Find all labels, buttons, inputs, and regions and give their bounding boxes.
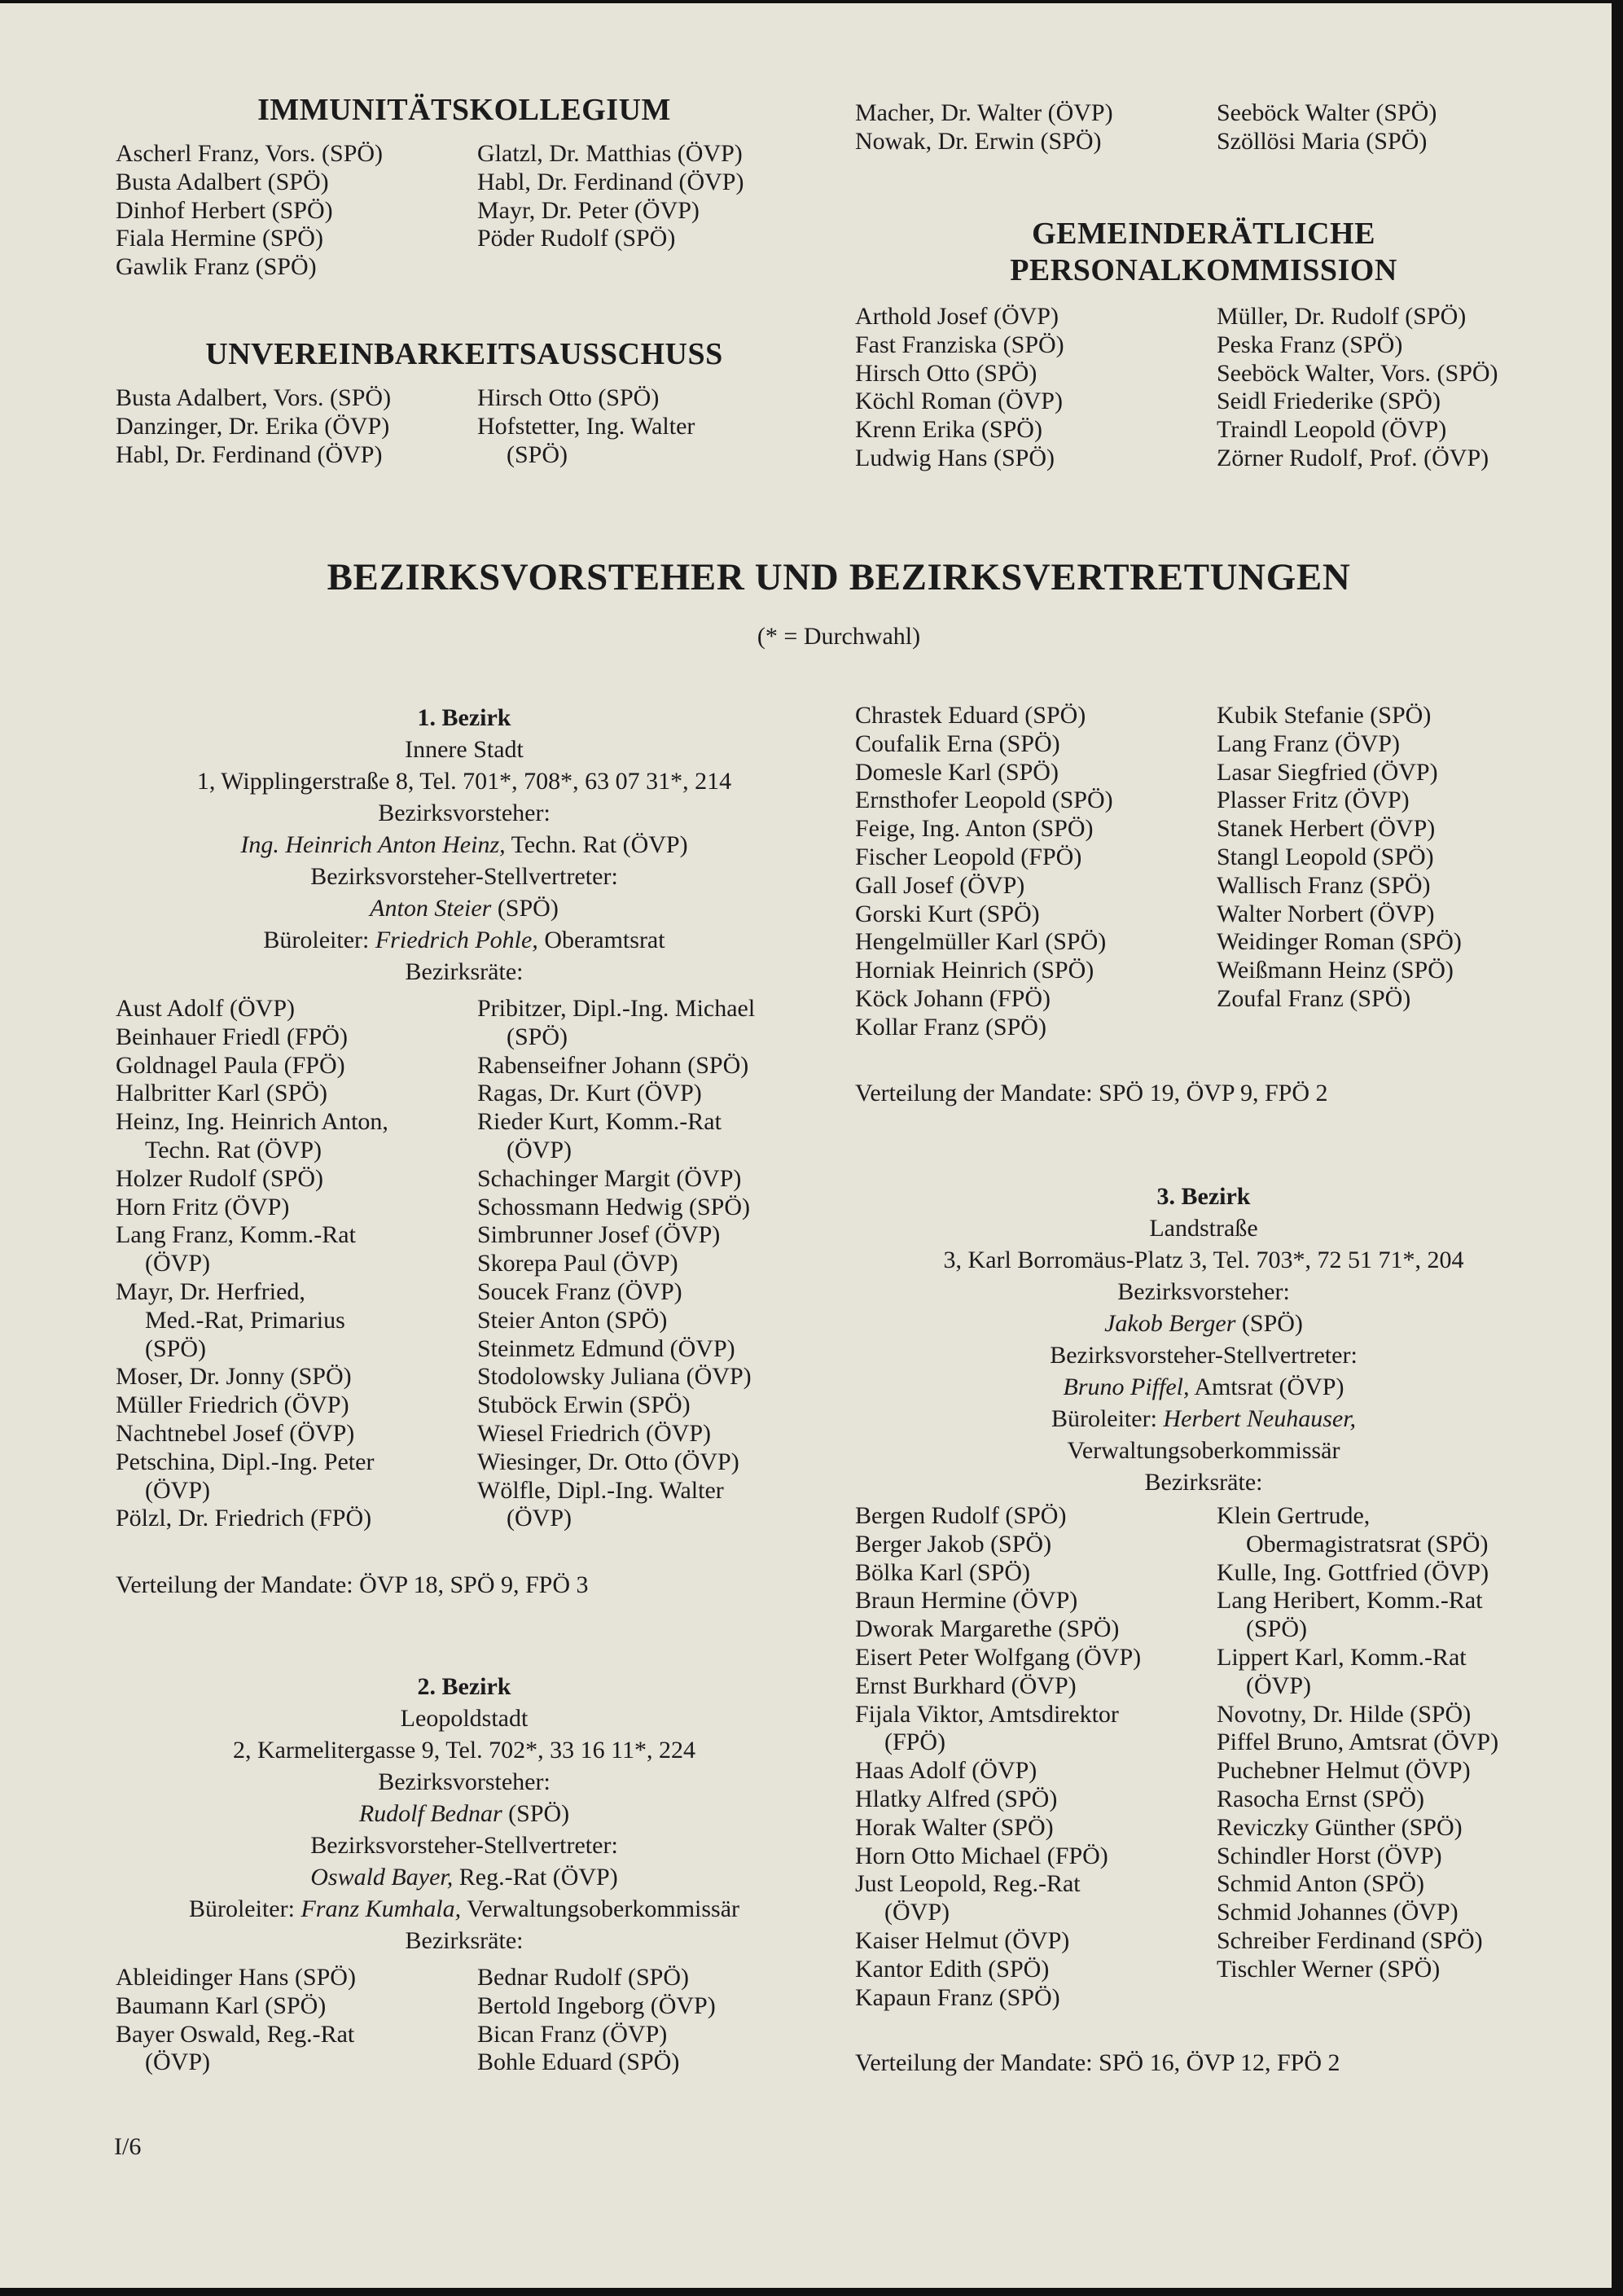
bezirk1-name: Innere Stadt xyxy=(405,736,524,763)
list-item: Beinhauer Friedl (FPÖ) xyxy=(116,1023,348,1050)
bezirk1-vorsteher-label: Bezirksvorsteher: xyxy=(378,800,551,826)
list-item: Bölka Karl (SPÖ) xyxy=(855,1558,1030,1586)
list-item: (ÖVP) xyxy=(145,1476,210,1504)
list-item: Bertold Ingeborg (ÖVP) xyxy=(477,1991,716,2019)
list-item: Feige, Ing. Anton (SPÖ) xyxy=(855,815,1094,843)
list-item: Rabenseifner Johann (SPÖ) xyxy=(477,1051,749,1079)
list-item: Eisert Peter Wolfgang (ÖVP) xyxy=(855,1643,1142,1671)
list-item: Wölfle, Dipl.-Ing. Walter xyxy=(477,1476,724,1504)
list-item: Lang Franz (ÖVP) xyxy=(1217,730,1400,757)
list-item: Pölzl, Dr. Friedrich (FPÖ) xyxy=(116,1505,372,1532)
list-item: Seidl Friederike (SPÖ) xyxy=(1217,388,1441,415)
list-item: Glatzl, Dr. Matthias (ÖVP) xyxy=(477,140,743,167)
bezirk2-stellv-label: Bezirksvorsteher-Stellvertreter: xyxy=(310,1832,618,1859)
bezirk1-stellv-label: Bezirksvorsteher-Stellvertreter: xyxy=(310,863,618,890)
list-item: Zörner Rudolf, Prof. (ÖVP) xyxy=(1217,444,1489,471)
list-item: Tischler Werner (SPÖ) xyxy=(1217,1955,1441,1983)
bezirk3-stellv-label: Bezirksvorsteher-Stellvertreter: xyxy=(1050,1342,1358,1369)
bezirk2-heading: 2. Bezirk xyxy=(417,1673,511,1700)
list-item: Krenn Erika (SPÖ) xyxy=(855,416,1042,444)
bezirk2-mandate: Verteilung der Mandate: SPÖ 19, ÖVP 9, FPÖ 2 xyxy=(855,1080,1328,1106)
list-item: Obermagistratsrat (SPÖ) xyxy=(1246,1530,1489,1558)
bezirk2-header xyxy=(116,1671,813,1956)
list-item: Aust Adolf (ÖVP) xyxy=(116,995,296,1022)
list-item: Müller Friedrich (ÖVP) xyxy=(116,1391,349,1419)
list-item: Stangl Leopold (SPÖ) xyxy=(1217,843,1434,870)
list-item: Rieder Kurt, Komm.-Rat xyxy=(477,1108,722,1136)
main-title: BEZIRKSVORSTEHER UND BEZIRKSVERTRETUNGEN xyxy=(327,556,1351,598)
list-item: Nowak, Dr. Erwin (SPÖ) xyxy=(855,127,1102,155)
list-item: Gall Josef (ÖVP) xyxy=(855,871,1025,899)
list-item: Kubik Stefanie (SPÖ) xyxy=(1217,702,1432,729)
list-item: Danzinger, Dr. Erika (ÖVP) xyxy=(116,412,390,440)
bezirk1-left-list xyxy=(116,995,388,1533)
list-item: Haas Adolf (ÖVP) xyxy=(855,1757,1037,1785)
list-item: Kulle, Ing. Gottfried (ÖVP) xyxy=(1217,1558,1489,1586)
list-item: Schreiber Ferdinand (SPÖ) xyxy=(1217,1926,1483,1954)
list-item: Köck Johann (FPÖ) xyxy=(855,984,1051,1012)
list-item: Horn Fritz (ÖVP) xyxy=(116,1193,290,1220)
scan-border-right xyxy=(1612,0,1623,2296)
list-item: Gorski Kurt (SPÖ) xyxy=(855,900,1040,927)
list-item: Just Leopold, Reg.-Rat xyxy=(855,1870,1081,1898)
bezirk3-left-list xyxy=(855,1502,1141,2012)
list-item: Macher, Dr. Walter (ÖVP) xyxy=(855,99,1113,126)
list-item: Hengelmüller Karl (SPÖ) xyxy=(855,928,1107,956)
list-item: Steier Anton (SPÖ) xyxy=(477,1306,668,1334)
bezirk1-heading: 1. Bezirk xyxy=(417,704,511,731)
bezirk1-raete-label: Bezirksräte: xyxy=(405,958,524,985)
bezirk2-raete-label: Bezirksräte: xyxy=(405,1927,524,1954)
bezirk3-header xyxy=(855,1181,1552,1498)
bezirk3-address: 3, Karl Borromäus-Platz 3, Tel. 703*, 72 51 71*, 204 xyxy=(943,1247,1464,1273)
list-item: Halbritter Karl (SPÖ) xyxy=(116,1080,327,1107)
list-item: (ÖVP) xyxy=(145,2048,210,2076)
list-item: Moser, Dr. Jonny (SPÖ) xyxy=(116,1363,352,1391)
list-item: Hlatky Alfred (SPÖ) xyxy=(855,1785,1058,1812)
list-item: Arthold Josef (ÖVP) xyxy=(855,303,1059,330)
list-item: (ÖVP) xyxy=(507,1505,572,1532)
list-item: Chrastek Eduard (SPÖ) xyxy=(855,702,1086,729)
list-item: Ernsthofer Leopold (SPÖ) xyxy=(855,787,1113,814)
bezirk3-vorsteher: Jakob Berger (SPÖ) xyxy=(1104,1310,1303,1337)
list-item: Peska Franz (SPÖ) xyxy=(1217,331,1403,358)
list-item: Ernst Burkhard (ÖVP) xyxy=(855,1672,1077,1699)
bezirk2-cont-left-list xyxy=(855,702,1113,1042)
list-item: Bayer Oswald, Reg.-Rat xyxy=(116,2020,355,2048)
list-item: Horn Otto Michael (FPÖ) xyxy=(855,1842,1108,1869)
list-item: Steinmetz Edmund (ÖVP) xyxy=(477,1334,735,1362)
list-item: Lippert Karl, Komm.-Rat xyxy=(1217,1643,1467,1671)
unvereinbarkeit-left-list xyxy=(116,384,391,469)
list-item: Ableidinger Hans (SPÖ) xyxy=(116,1964,356,1991)
list-item: Novotny, Dr. Hilde (SPÖ) xyxy=(1217,1700,1472,1728)
list-item: (ÖVP) xyxy=(145,1250,210,1277)
list-item: Stuböck Erwin (SPÖ) xyxy=(477,1391,691,1419)
bezirk3-vorsteher-label: Bezirksvorsteher: xyxy=(1117,1278,1290,1305)
list-item: Busta Adalbert (SPÖ) xyxy=(116,168,329,195)
bezirk3-buero-line2: Verwaltungsoberkommissär xyxy=(1067,1437,1340,1464)
bezirk2-stellv: Oswald Bayer, Reg.-Rat (ÖVP) xyxy=(310,1864,618,1891)
list-item: Schmid Johannes (ÖVP) xyxy=(1217,1899,1459,1926)
personal-title-line1: GEMEINDERÄTLICHE xyxy=(1032,217,1375,251)
list-item: Weißmann Heinz (SPÖ) xyxy=(1217,957,1454,984)
list-item: (FPÖ) xyxy=(884,1729,946,1756)
scan-border-bottom xyxy=(0,2288,1623,2296)
list-item: Fischer Leopold (FPÖ) xyxy=(855,843,1082,870)
list-item: Goldnagel Paula (FPÖ) xyxy=(116,1051,345,1079)
list-item: Walter Norbert (ÖVP) xyxy=(1217,900,1435,927)
list-item: Bednar Rudolf (SPÖ) xyxy=(477,1964,689,1991)
list-item: Fijala Viktor, Amtsdirektor xyxy=(855,1700,1119,1728)
list-item: Pöder Rudolf (SPÖ) xyxy=(477,225,676,252)
list-item: Techn. Rat (ÖVP) xyxy=(145,1136,322,1163)
list-item: Schachinger Margit (ÖVP) xyxy=(477,1164,742,1192)
list-item: Wiesinger, Dr. Otto (ÖVP) xyxy=(477,1448,739,1475)
list-item: Seeböck Walter, Vors. (SPÖ) xyxy=(1217,359,1498,387)
bezirk1-address: 1, Wipplingerstraße 8, Tel. 701*, 708*, 63 07 31*, 214 xyxy=(196,768,732,795)
list-item: Wiesel Friedrich (ÖVP) xyxy=(477,1419,712,1447)
bezirk3-heading: 3. Bezirk xyxy=(1156,1183,1251,1210)
top-right-right-list xyxy=(1217,99,1437,156)
bezirk1-right-list xyxy=(477,995,755,1533)
list-item: Piffel Bruno, Amtsrat (ÖVP) xyxy=(1217,1729,1499,1756)
bezirk1-mandate: Verteilung der Mandate: ÖVP 18, SPÖ 9, FPÖ 3 xyxy=(116,1571,589,1598)
list-item: Hirsch Otto (SPÖ) xyxy=(477,384,660,411)
list-item: Soucek Franz (ÖVP) xyxy=(477,1277,682,1305)
immunitaet-title: IMMUNITÄTSKOLLEGIUM xyxy=(257,93,671,127)
list-item: Horak Walter (SPÖ) xyxy=(855,1813,1054,1841)
list-item: (SPÖ) xyxy=(145,1334,207,1362)
list-item: Zoufal Franz (SPÖ) xyxy=(1217,984,1411,1012)
bezirk3-right-list xyxy=(1217,1502,1498,1984)
list-item: (SPÖ) xyxy=(1246,1615,1308,1643)
list-item: Reviczky Günther (SPÖ) xyxy=(1217,1813,1463,1841)
list-item: Ragas, Dr. Kurt (ÖVP) xyxy=(477,1080,702,1107)
list-item: Pribitzer, Dipl.-Ing. Michael xyxy=(477,995,756,1022)
list-item: Skorepa Paul (ÖVP) xyxy=(477,1250,678,1277)
list-item: Ludwig Hans (SPÖ) xyxy=(855,444,1055,471)
bezirk2-vorsteher: Rudolf Bednar (SPÖ) xyxy=(358,1800,570,1827)
list-item: Bergen Rudolf (SPÖ) xyxy=(855,1502,1067,1529)
personal-right-list xyxy=(1217,303,1498,473)
immunitaet-left-list xyxy=(116,140,383,282)
list-item: Stanek Herbert (ÖVP) xyxy=(1217,815,1436,843)
bezirk3-name: Landstraße xyxy=(1149,1215,1258,1242)
list-item: Gawlik Franz (SPÖ) xyxy=(116,253,317,281)
list-item: Stodolowsky Juliana (ÖVP) xyxy=(477,1363,752,1391)
list-item: Kantor Edith (SPÖ) xyxy=(855,1955,1050,1983)
list-item: Berger Jakob (SPÖ) xyxy=(855,1530,1052,1558)
list-item: Rasocha Ernst (SPÖ) xyxy=(1217,1785,1424,1812)
bezirk2-left-list xyxy=(116,1964,356,2077)
scan-border-top xyxy=(0,0,1623,3)
top-right-left-list xyxy=(855,99,1113,156)
list-item: Domesle Karl (SPÖ) xyxy=(855,758,1059,786)
bezirk2-right-list xyxy=(477,1964,716,2077)
list-item: Wallisch Franz (SPÖ) xyxy=(1217,871,1431,899)
list-item: Szöllösi Maria (SPÖ) xyxy=(1217,127,1428,155)
list-item: Lang Franz, Komm.-Rat xyxy=(116,1221,356,1249)
bezirk1-vorsteher: Ing. Heinrich Anton Heinz, Techn. Rat (ÖVP) xyxy=(240,831,688,858)
list-item: Horniak Heinrich (SPÖ) xyxy=(855,957,1094,984)
personal-title-line2: PERSONALKOMMISSION xyxy=(1010,253,1397,287)
list-item: Habl, Dr. Ferdinand (ÖVP) xyxy=(477,168,744,195)
list-item: Dinhof Herbert (SPÖ) xyxy=(116,196,333,224)
list-item: Heinz, Ing. Heinrich Anton, xyxy=(116,1108,388,1136)
bezirk3-raete-label: Bezirksräte: xyxy=(1144,1469,1263,1496)
list-item: Holzer Rudolf (SPÖ) xyxy=(116,1164,323,1192)
list-item: Fast Franziska (SPÖ) xyxy=(855,331,1064,358)
bezirk1-stellv: Anton Steier (SPÖ) xyxy=(370,895,559,922)
personal-left-list xyxy=(855,303,1064,473)
list-item: Nachtnebel Josef (ÖVP) xyxy=(116,1419,355,1447)
list-item: Coufalik Erna (SPÖ) xyxy=(855,730,1060,757)
bezirk3-buero: Büroleiter: Herbert Neuhauser, xyxy=(1051,1405,1357,1432)
list-item: Traindl Leopold (ÖVP) xyxy=(1217,416,1447,444)
list-item: (ÖVP) xyxy=(884,1899,950,1926)
list-item: Mayr, Dr. Peter (ÖVP) xyxy=(477,196,700,224)
list-item: (ÖVP) xyxy=(1246,1672,1311,1699)
list-item: Köchl Roman (ÖVP) xyxy=(855,388,1063,415)
list-item: Lasar Siegfried (ÖVP) xyxy=(1217,758,1438,786)
list-item: Schindler Horst (ÖVP) xyxy=(1217,1842,1442,1869)
list-item: Bohle Eduard (SPÖ) xyxy=(477,2048,680,2076)
list-item: Busta Adalbert, Vors. (SPÖ) xyxy=(116,384,392,411)
bezirk1-header xyxy=(116,702,813,988)
list-item: Seeböck Walter (SPÖ) xyxy=(1217,99,1437,126)
list-item: Dworak Margarethe (SPÖ) xyxy=(855,1615,1120,1643)
personal-title xyxy=(855,216,1552,289)
immunitaet-right-list xyxy=(477,140,744,253)
list-item: Med.-Rat, Primarius xyxy=(145,1306,345,1334)
list-item: Kaiser Helmut (ÖVP) xyxy=(855,1926,1070,1954)
bezirk1-buero: Büroleiter: Friedrich Pohle, Oberamtsrat xyxy=(263,927,665,953)
unvereinbarkeit-right-list xyxy=(477,384,695,469)
list-item: (SPÖ) xyxy=(507,1023,568,1050)
bezirk3-mandate: Verteilung der Mandate: SPÖ 16, ÖVP 12, FPÖ 2 xyxy=(855,2049,1340,2076)
bezirk2-name: Leopoldstadt xyxy=(400,1705,529,1732)
list-item: Lang Heribert, Komm.-Rat xyxy=(1217,1587,1483,1615)
list-item: Müller, Dr. Rudolf (SPÖ) xyxy=(1217,303,1467,330)
bezirk2-address: 2, Karmelitergasse 9, Tel. 702*, 33 16 11*, 224 xyxy=(232,1737,696,1764)
bezirk2-cont-right-list xyxy=(1217,702,1462,1014)
page-number: I/6 xyxy=(114,2133,142,2160)
list-item: Bican Franz (ÖVP) xyxy=(477,2020,668,2048)
main-note: (* = Durchwahl) xyxy=(757,623,921,650)
list-item: Baumann Karl (SPÖ) xyxy=(116,1991,327,2019)
list-item: Hofstetter, Ing. Walter xyxy=(477,412,695,440)
list-item: (SPÖ) xyxy=(507,440,568,468)
list-item: Puchebner Helmut (ÖVP) xyxy=(1217,1757,1471,1785)
bezirk2-buero: Büroleiter: Franz Kumhala, Verwaltungsoberkommissär xyxy=(188,1895,740,1922)
bezirk3-stellv: Bruno Piffel, Amtsrat (ÖVP) xyxy=(1063,1374,1344,1400)
list-item: Braun Hermine (ÖVP) xyxy=(855,1587,1078,1615)
unvereinbarkeit-title: UNVEREINBARKEITSAUSSCHUSS xyxy=(205,337,723,371)
list-item: Klein Gertrude, xyxy=(1217,1502,1371,1529)
list-item: Kollar Franz (SPÖ) xyxy=(855,1013,1046,1041)
list-item: Ascherl Franz, Vors. (SPÖ) xyxy=(116,140,384,167)
list-item: Schossmann Hedwig (SPÖ) xyxy=(477,1193,750,1220)
list-item: Hirsch Otto (SPÖ) xyxy=(855,359,1037,387)
list-item: Simbrunner Josef (ÖVP) xyxy=(477,1221,721,1249)
list-item: Plasser Fritz (ÖVP) xyxy=(1217,787,1410,814)
list-item: Petschina, Dipl.-Ing. Peter xyxy=(116,1448,375,1475)
list-item: Weidinger Roman (SPÖ) xyxy=(1217,928,1462,956)
list-item: Habl, Dr. Ferdinand (ÖVP) xyxy=(116,440,383,468)
list-item: Schmid Anton (SPÖ) xyxy=(1217,1870,1425,1898)
list-item: Fiala Hermine (SPÖ) xyxy=(116,225,323,252)
bezirk2-vorsteher-label: Bezirksvorsteher: xyxy=(378,1768,551,1795)
list-item: (ÖVP) xyxy=(507,1136,572,1163)
list-item: Mayr, Dr. Herfried, xyxy=(116,1277,305,1305)
list-item: Kapaun Franz (SPÖ) xyxy=(855,1983,1060,2011)
